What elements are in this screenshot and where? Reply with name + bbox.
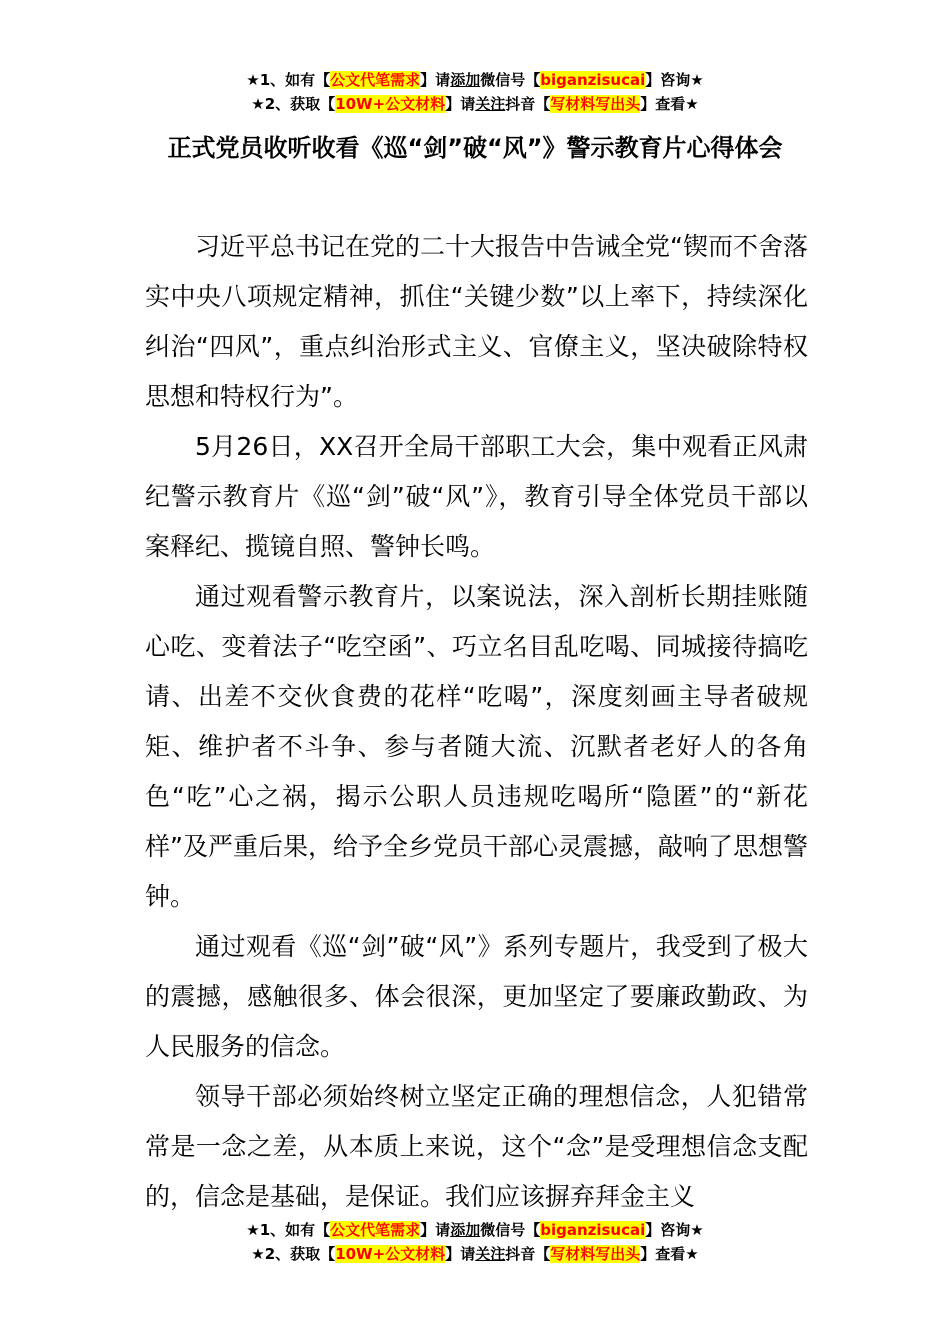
- promo-text: 】请: [445, 1245, 476, 1263]
- promo-prefix: ★2、获取【: [251, 95, 336, 113]
- promo-line-1: [0, 1218, 950, 1242]
- promo-highlight: 写材料写出头: [550, 95, 641, 113]
- promo-highlight: biganzisucai: [540, 1221, 646, 1239]
- promo-footer: [0, 1218, 950, 1266]
- promo-highlight: 10W+公文材料: [335, 95, 446, 113]
- promo-highlight: 10W+公文材料: [335, 1245, 446, 1263]
- promo-line-2: [0, 1242, 950, 1266]
- promo-suffix: 】咨询★: [645, 71, 704, 89]
- document-title: 正式党员收听收看《巡“剑”破“风”》警示教育片心得体会: [167, 134, 783, 162]
- promo-line-1: [0, 68, 950, 92]
- promo-text: 微信号【: [480, 71, 541, 89]
- body-paragraph: 领导干部必须始终树立坚定正确的理想信念，人犯错常常是一念之差，从本质上来说，这个“念”是受理想信念支配的，信念是基础，是保证。我们应该摒弃拜金主义: [145, 1082, 808, 1211]
- promo-text: 抖音【: [505, 1245, 551, 1263]
- promo-underline: 添加: [450, 71, 481, 89]
- promo-suffix: 】查看★: [640, 1245, 699, 1263]
- body-paragraph: 习近平总书记在党的二十大报告中告诫全党“锲而不舍落实中央八项规定精神，抓住“关键少数”以上率下，持续深化纠治“四风”，重点纠治形式主义、官僚主义，坚决破除特权思想和特权行为”。: [145, 232, 808, 411]
- promo-prefix: ★1、如有【: [246, 1221, 331, 1239]
- promo-text: 】请: [420, 1221, 451, 1239]
- document-body: [145, 222, 808, 1222]
- promo-text: 】请: [420, 71, 451, 89]
- promo-underline: 添加: [450, 1221, 481, 1239]
- body-paragraph: 通过观看警示教育片，以案说法，深入剖析长期挂账随心吃、变着法子“吃空函”、巧立名目乱吃喝、同城接待搞吃请、出差不交伙食费的花样“吃喝”，深度刻画主导者破规矩、维护者不斗争、参与者随大流、沉默者老好人的各角色“吃”心之祸，揭示公职人员违规吃喝所“隐匿”的“新花样”及严重后果，给予全乡党员干部心灵震撼，敲响了思想警钟。: [145, 582, 808, 911]
- promo-prefix: ★2、获取【: [251, 1245, 336, 1263]
- promo-prefix: ★1、如有【: [246, 71, 331, 89]
- promo-underline: 关注: [475, 1245, 506, 1263]
- promo-highlight: 公文代笔需求: [330, 1221, 421, 1239]
- body-paragraph: 通过观看《巡“剑”破“风”》系列专题片，我受到了极大的震撼，感触很多、体会很深，更加坚定了要廉政勤政、为人民服务的信念。: [145, 932, 808, 1061]
- promo-text: 抖音【: [505, 95, 551, 113]
- promo-line-2: [0, 92, 950, 116]
- promo-suffix: 】咨询★: [645, 1221, 704, 1239]
- promo-highlight: 写材料写出头: [550, 1245, 641, 1263]
- body-paragraph: 5月26日，XX召开全局干部职工大会，集中观看正风肃纪警示教育片《巡“剑”破“风”》，教育引导全体党员干部以案释纪、揽镜自照、警钟长鸣。: [145, 432, 808, 561]
- promo-underline: 关注: [475, 95, 506, 113]
- promo-header: [0, 68, 950, 116]
- promo-text: 微信号【: [480, 1221, 541, 1239]
- promo-highlight: biganzisucai: [540, 71, 646, 89]
- promo-highlight: 公文代笔需求: [330, 71, 421, 89]
- promo-suffix: 】查看★: [640, 95, 699, 113]
- promo-text: 】请: [445, 95, 476, 113]
